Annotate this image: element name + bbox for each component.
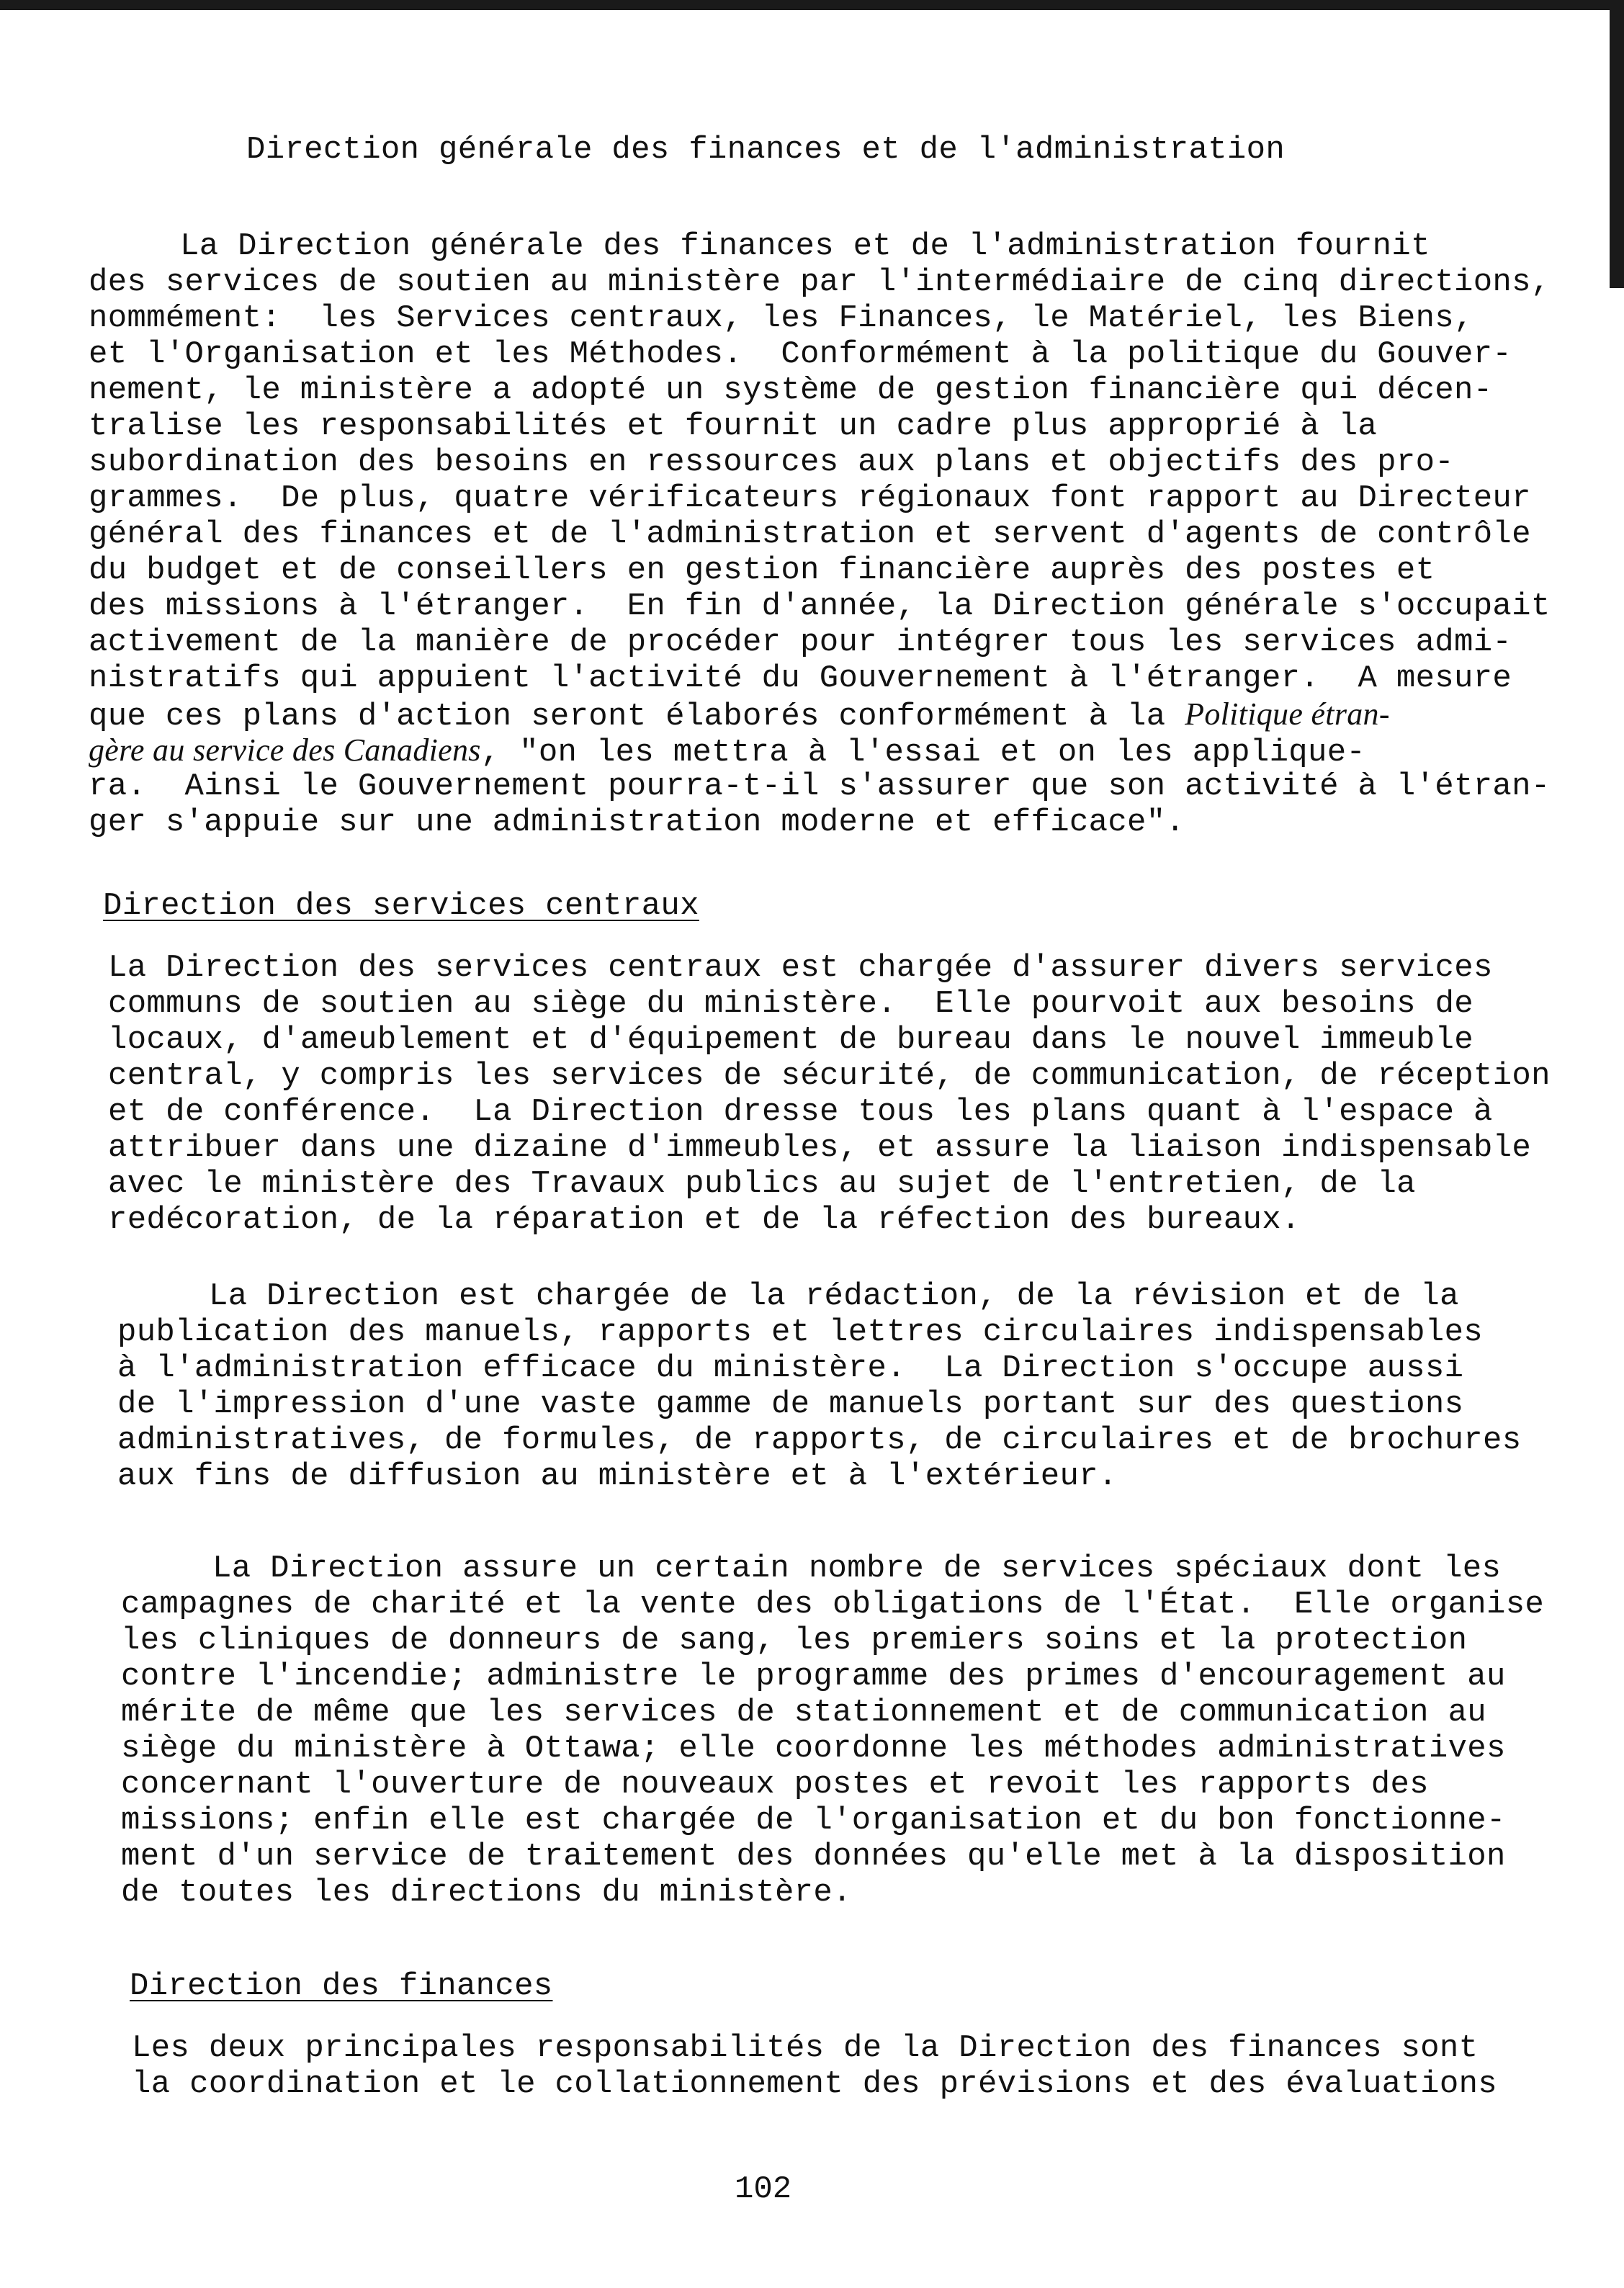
intro-line: subordination des besoins en ressources aux plans et objectifs des pro- [89, 444, 1455, 480]
body-line: campagnes de charité et la vente des obligations de l'État. Elle organise [121, 1587, 1545, 1623]
body-line: missions; enfin elle est chargée de l'organisation et du bon fonctionne- [121, 1803, 1506, 1839]
body-line: les cliniques de donneurs de sang, les premiers soins et la protection [121, 1623, 1468, 1659]
intro-line: activement de la manière de procéder pour intégrer tous les services admi- [89, 624, 1512, 660]
body-line: concernant l'ouverture de nouveaux postes et revoit les rapports des [121, 1767, 1429, 1803]
scan-right-edge [1610, 0, 1624, 288]
body-line: aux fins de diffusion au ministère et à l'extérieur. [117, 1458, 1118, 1494]
intro-line [89, 696, 1390, 735]
intro-line: des services de soutien au ministère par l'intermédiaire de cinq directions, [89, 264, 1551, 300]
body-line: ment d'un service de traitement des données qu'elle met à la disposition [121, 1839, 1506, 1875]
intro-line: et l'Organisation et les Méthodes. Conformément à la politique du Gouver- [89, 336, 1512, 372]
body-line: attribuer dans une dizaine d'immeubles, et assure la liaison indispensable [108, 1130, 1532, 1166]
italic-title: Politique étran- [1185, 696, 1390, 732]
intro-line: des missions à l'étranger. En fin d'année, la Direction générale s'occupait [89, 588, 1551, 624]
body-line: avec le ministère des Travaux publics au sujet de l'entretien, de la [108, 1166, 1416, 1202]
body-line: administratives, de formules, de rapports, de circulaires et de brochures [117, 1422, 1522, 1458]
body-line: et de conférence. La Direction dresse tous les plans quant à l'espace à [108, 1094, 1493, 1130]
intro-line: tralise les responsabilités et fournit un cadre plus approprié à la [89, 408, 1378, 444]
body-line: publication des manuels, rapports et lettres circulaires indispensables [117, 1314, 1484, 1350]
intro-line: ger s'appuie sur une administration moderne et efficace". [89, 804, 1185, 840]
body-line: La Direction assure un certain nombre de services spéciaux dont les [212, 1551, 1502, 1587]
intro-line: général des finances et de l'administration et servent d'agents de contrôle [89, 516, 1531, 552]
section-heading-central: Direction des services centraux [103, 888, 699, 924]
intro-line: La Direction générale des finances et de l'administration fournit [180, 228, 1430, 264]
body-line: La Direction des services centraux est chargée d'assurer divers services [108, 950, 1493, 986]
body-line: mérite de même que les services de stationnement et de communication au [121, 1695, 1487, 1731]
intro-line: grammes. De plus, quatre vérificateurs régionaux font rapport au Directeur [89, 480, 1531, 516]
body-line: de l'impression d'une vaste gamme de manuels portant sur des questions [117, 1386, 1464, 1422]
page-title: Direction générale des finances et de l'administration [246, 132, 1286, 168]
intro-text: , "on les mettra à l'essai et on les applique- [480, 735, 1366, 771]
intro-text: que ces plans d'action seront élaborés conformément à la [89, 699, 1185, 735]
body-line: siège du ministère à Ottawa; elle coordonne les méthodes administratives [121, 1731, 1506, 1767]
body-line: à l'administration efficace du ministère. La Direction s'occupe aussi [117, 1350, 1464, 1386]
intro-line: nommément: les Services centraux, les Finances, le Matériel, les Biens, [89, 300, 1473, 336]
body-line: central, y compris les services de sécurité, de communication, de réception [108, 1058, 1551, 1094]
body-line: communs de soutien au siège du ministère. Elle pourvoit aux besoins de [108, 986, 1474, 1022]
intro-line [89, 732, 1365, 771]
intro-line: ra. Ainsi le Gouvernement pourra-t-il s'assurer que son activité à l'étran- [89, 768, 1551, 804]
italic-title: gère au service des Canadiens [89, 732, 481, 768]
section-heading-finance: Direction des finances [130, 1968, 553, 2004]
body-line: La Direction est chargée de la rédaction, de la révision et de la [209, 1278, 1459, 1314]
body-line: la coordination et le collationnement des prévisions et des évaluations [132, 2066, 1498, 2102]
scan-top-edge [0, 0, 1624, 10]
body-line: de toutes les directions du ministère. [121, 1875, 852, 1911]
body-line: Les deux principales responsabilités de la Direction des finances sont [132, 2030, 1479, 2066]
body-line: redécoration, de la réparation et de la réfection des bureaux. [108, 1202, 1301, 1238]
intro-line: du budget et de conseillers en gestion financière auprès des postes et [89, 552, 1435, 588]
intro-line: nement, le ministère a adopté un système de gestion financière qui décen- [89, 372, 1493, 408]
intro-line: nistratifs qui appuient l'activité du Gouvernement à l'étranger. A mesure [89, 660, 1512, 696]
body-line: contre l'incendie; administre le programme des primes d'encouragement au [121, 1659, 1506, 1695]
page-number: 102 [735, 2171, 792, 2207]
body-line: locaux, d'ameublement et d'équipement de bureau dans le nouvel immeuble [108, 1022, 1474, 1058]
